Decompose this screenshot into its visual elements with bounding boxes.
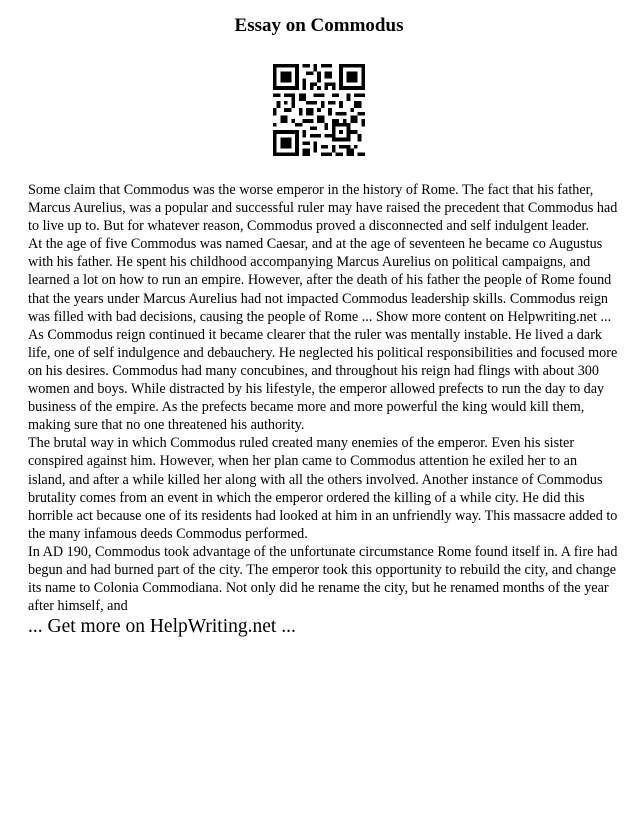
get-more-link[interactable]: ... Get more on HelpWriting.net ... — [28, 616, 296, 637]
paragraph: The brutal way in which Commodus ruled created many enemies of the emperor. Even his sister conspired against him. However, when her plan came to Commodus attention he exiled her to an island, and after a while killed her along with all the others involved. Another instance of Commodus brutality comes from an event in which the emperor ordered the killing of a while city. He did this horrible act because one of its residents had looked at him in an unfriendly way. This massacre added to the many infamous deeds Commodus performed. — [28, 435, 618, 542]
qr-code-icon — [273, 64, 365, 156]
paragraph: In AD 190, Commodus took advantage of the unfortunate circumstance Rome found itself in. A fire had begun and had burned part of the city. The emperor took this opportunity to rebuild the city, and change its name to Colonia Commodiana. Not only did he rename the city, but he renamed months of the year after himself, and — [28, 543, 618, 615]
document-title: Essay on Commodus — [234, 15, 404, 36]
paragraph: As Commodus reign continued it became clearer that the ruler was mentally instable. He lived a dark life, one of self indulgence and debauchery. He neglected his political responsibilities and focused more on his desires. Commodus had many concubines, and throughout his reign had flings with about 300 women and boys. While distracted by his lifestyle, the emperor allowed prefects to run the day to day business of the empire. As the prefects became more and more powerful the king would kill them, making sure that no one threatened his authority. — [28, 326, 618, 434]
essay-body — [28, 181, 618, 615]
paragraph: At the age of five Commodus was named Caesar, and at the age of seventeen he became co Augustus with his father. He spent his childhood accompanying Marcus Aurelius on political campaigns, and learned a lot on how to run an empire. However, after the death of his father the people of Rome found that the years under Marcus Aurelius had not impacted Commodus leadership skills. Commodus reign was filled with bad decisions, causing the people of Rome ... Show more content on Helpwriting.net ... — [28, 236, 612, 325]
paragraph: Some claim that Commodus was the worse emperor in the history of Rome. The fact that his father, Marcus Aurelius, was a popular and successful ruler may have raised the precedent that Commodus had to live up to. But for whatever reason, Commodus proved a disconnected and self indulgent leader. — [28, 182, 618, 235]
